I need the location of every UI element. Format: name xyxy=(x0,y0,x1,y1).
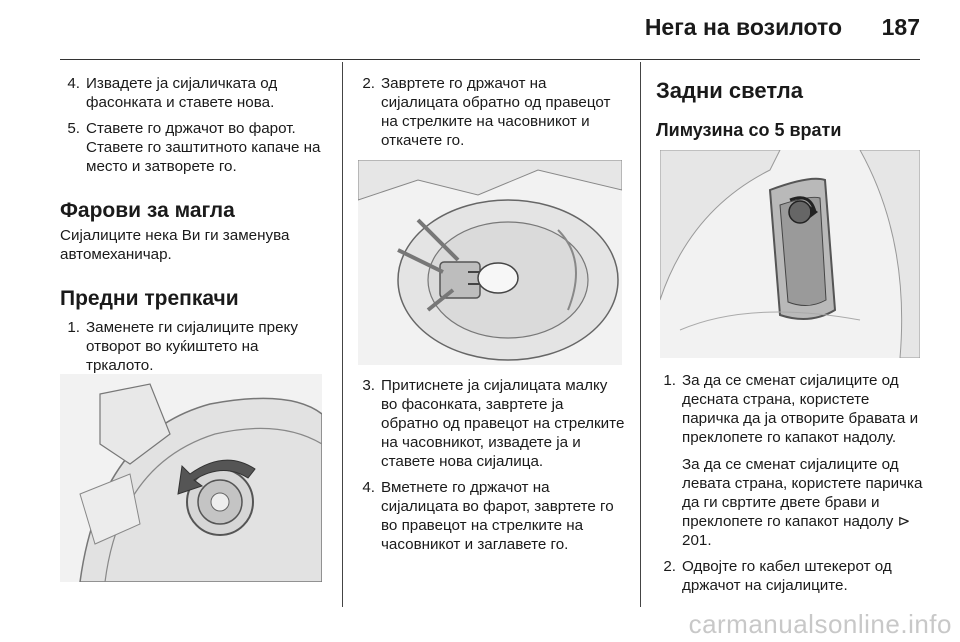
list-item xyxy=(60,318,330,375)
list-item xyxy=(355,478,625,554)
wheel-housing-drawing xyxy=(60,374,322,582)
step-number: 5. xyxy=(67,120,80,137)
step-text: Одвојте го кабел штекерот од држачот на сијалиците. xyxy=(682,558,892,594)
step-number: 4. xyxy=(362,479,375,496)
header-title: Нега на возилото xyxy=(644,14,842,40)
rear-light-cover-illustration xyxy=(660,150,920,358)
step-text: Завртете го држачот на сијалицата обратно од правецот на стрелките на часовникот и откачете го. xyxy=(381,75,611,149)
column-3-steps xyxy=(656,371,924,602)
step-text: Притиснете ја сијалицата малку во фасонката, завртете ја обратно од правецот на стрелките на часовникот, извадете ја и ставете нова сијалица. xyxy=(381,377,625,470)
steps-list xyxy=(656,371,924,595)
header-rule xyxy=(60,59,920,60)
column-2 xyxy=(355,74,625,157)
step-text xyxy=(682,371,924,550)
list-item xyxy=(656,557,924,595)
bulb-holder-drawing xyxy=(358,160,622,365)
step-number: 2. xyxy=(663,558,676,575)
step-number: 1. xyxy=(67,319,80,336)
wheel-housing-illustration xyxy=(60,374,322,582)
list-item xyxy=(355,376,625,471)
section-title-front-indicators: Предни трепкачи xyxy=(60,287,239,310)
list-item xyxy=(355,74,625,150)
column-3 xyxy=(656,78,924,142)
fog-lights-text: Сијалиците нека Ви ги заменува автомеханичар. xyxy=(60,227,290,263)
step-number: 3. xyxy=(362,377,375,394)
section-title-fog-lights: Фарови за магла xyxy=(60,199,235,222)
bulb-holder-illustration xyxy=(358,160,622,365)
list-item xyxy=(656,371,924,550)
section-title-rear-lights: Задни светла xyxy=(656,78,804,103)
step-text-extra: За да се сменат сијалиците од левата страна, користете паричка да ги свртите двете брави и преклопете го капакот надолу ⊳ 201. xyxy=(682,456,923,549)
list-item xyxy=(60,74,330,112)
step-number: 1. xyxy=(663,372,676,389)
watermark: carmanualsonline.info xyxy=(688,609,952,639)
column-2-continued xyxy=(355,376,625,561)
steps-list xyxy=(355,74,625,150)
rear-light-drawing xyxy=(660,150,920,358)
column-divider-1 xyxy=(342,62,343,607)
column-1 xyxy=(60,74,330,382)
step-text: Извадете ја сијаличката од фасонката и ставете нова. xyxy=(86,75,278,111)
step-text-main: За да се сменат сијалиците од десната страна, користете паричка да ја отворите бравата и преклопете го капакот надолу. xyxy=(682,372,919,446)
page-number: 187 xyxy=(881,14,920,40)
section-subtitle-hatchback: Лимузина со 5 врати xyxy=(656,120,842,140)
step-number: 4. xyxy=(67,75,80,92)
step-text: Вметнете го држачот на сијалицата во фарот, завртете го во правецот на стрелките на часовникот и заглавете го. xyxy=(381,479,614,553)
steps-list xyxy=(355,376,625,554)
step-text: Заменете ги сијалиците преку отворот во куќиштето на тркалото. xyxy=(86,319,298,374)
column-divider-2 xyxy=(640,62,641,607)
steps-list xyxy=(60,74,330,176)
step-number: 2. xyxy=(362,75,375,92)
step-text: Ставете го држачот во фарот. Ставете го заштитното капаче на место и затворете го. xyxy=(86,120,321,175)
steps-list xyxy=(60,318,330,375)
list-item xyxy=(60,119,330,176)
